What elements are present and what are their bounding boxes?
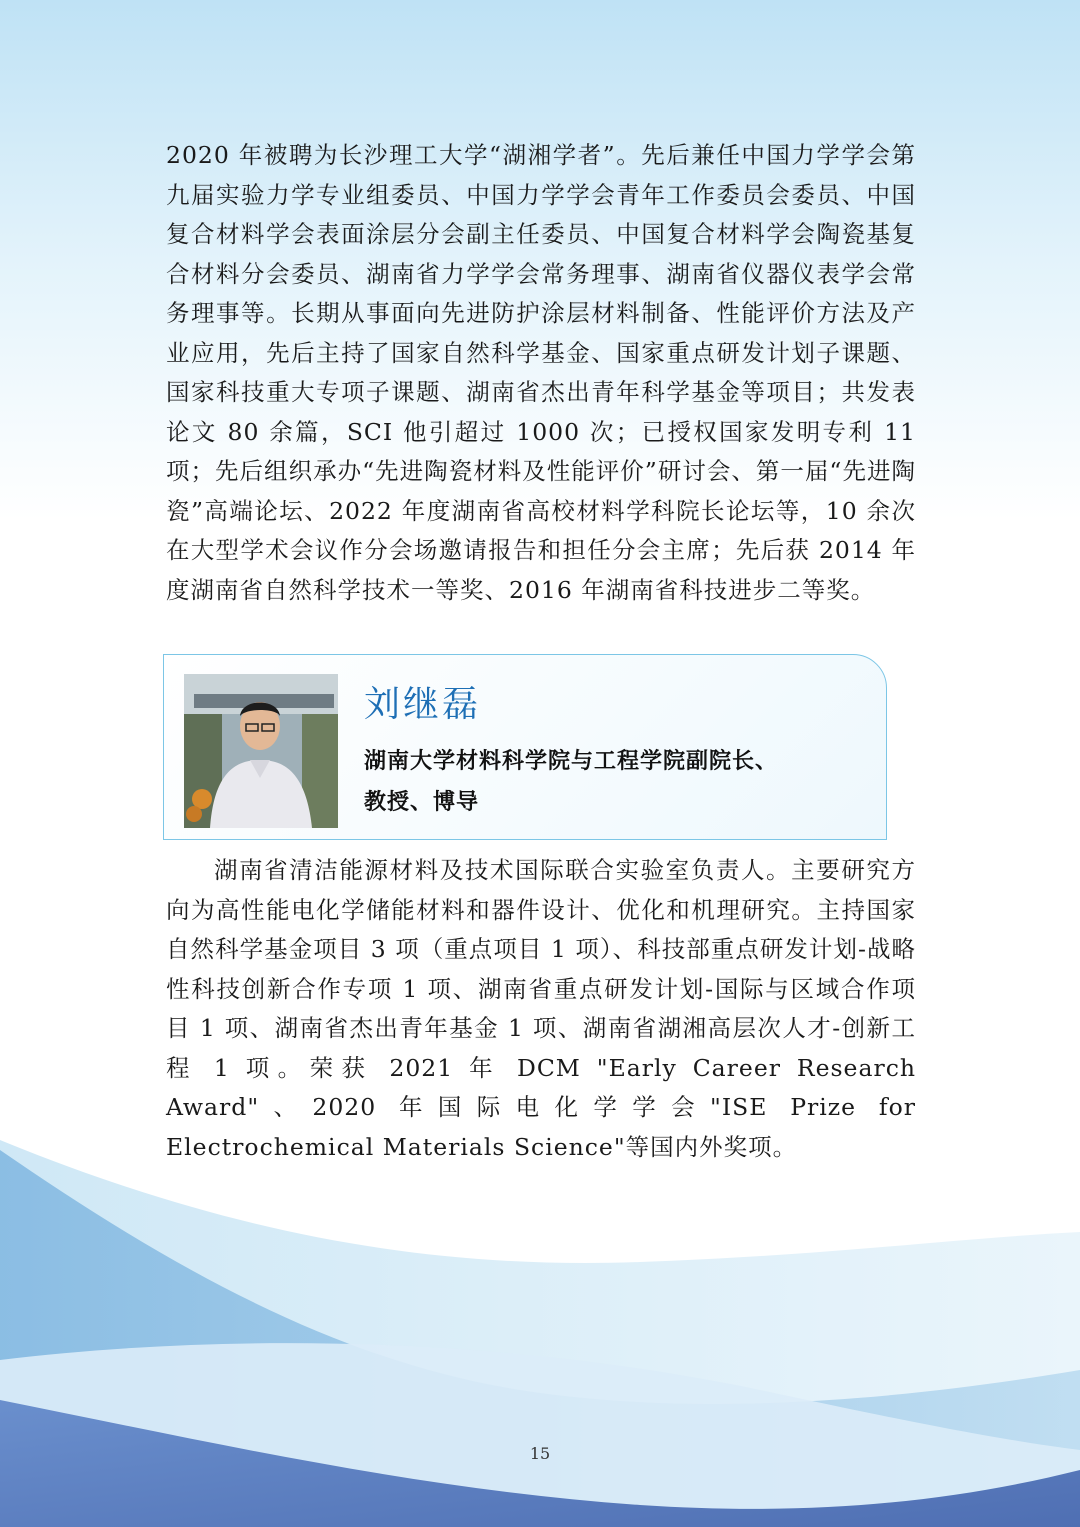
person-name: 刘继磊	[364, 684, 482, 725]
profile-card	[163, 654, 887, 840]
biography-paragraph-1: 2020 年被聘为长沙理工大学“湖湘学者”。先后兼任中国力学学会第九届实验力学专业组委员、中国力学学会青年工作委员会委员、中国复合材料学会表面涂层分会副主任委员、中国复合材料学会陶瓷基复合材料分会委员、湖南省力学学会常务理事、湖南省仪器仪表学会常务理事等。长期从事面向先进防护涂层材料制备、性能评价方法及产业应用，先后主持了国家自然科学基金、国家重点研发计划子课题、国家科技重大专项子课题、湖南省杰出青年科学基金等项目；共发表论文 80 余篇，SCI 他引超过 1000 次；已授权国家发明专利 11 项；先后组织承办“先进陶瓷材料及性能评价”研讨会、第一届“先进陶瓷”高端论坛、2022 年度湖南省高校材料学科院长论坛等，10 余次在大型学术会议作分会场邀请报告和担任分会主席；先后获 2014 年度湖南省自然科学技术一等奖、2016 年湖南省科技进步二等奖。	[166, 141, 916, 604]
person-title	[364, 741, 864, 823]
person-title-line-2: 教授、博导	[364, 790, 480, 815]
person-title-line-1: 湖南大学材料科学院与工程学院副院长、	[364, 749, 779, 774]
portrait-photo	[184, 674, 338, 828]
page-number: 15	[529, 1444, 551, 1463]
biography-paragraph-2: 湖南省清洁能源材料及技术国际联合实验室负责人。主要研究方向为高性能电化学储能材料和器件设计、优化和机理研究。主持国家自然科学基金项目 3 项（重点项目 1 项）、科技部重点研发计划-战略性科技创新合作专项 1 项、湖南省重点研发计划-国际与区域合作项目 1 项、湖南省杰出青年基金 1 项、湖南省湖湘高层次人才-创新工程 1 项。荣获 2021 年 DCM "Early Career Research Award"、2020 年国际电化学学会"ISE Prize for Electrochemical Materials Science"等国内外奖项。	[166, 856, 916, 1161]
